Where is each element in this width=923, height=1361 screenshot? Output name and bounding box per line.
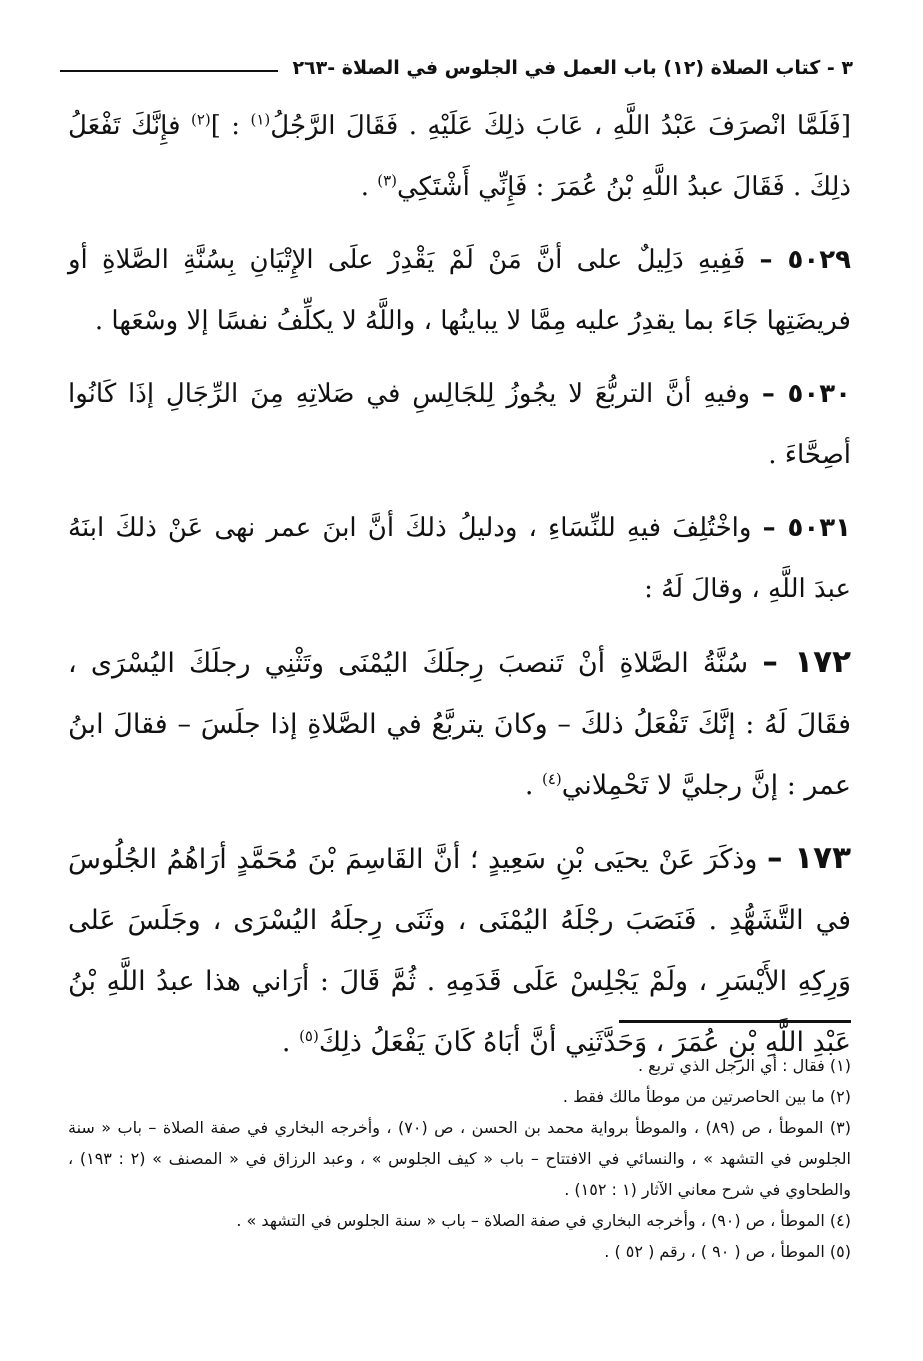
hadith-text-a: سُنَّةُ الصَّلاةِ أنْ تَنصبَ رِجلَكَ اليُمْنَى وتَثْنِي رجلَكَ اليُسْرَى ، فقَالَ لَهُ : إنَّكَ تَفْعَلُ ذلكَ – وكانَ يتربَّعُ في الصَّلاةِ إذا جلَسَ – فقالَ ابنُ عمر : إنَّ رجليَّ لا تَحْمِلاني bbox=[68, 648, 851, 801]
footnote-4: (٤) الموطأ ، ص (٩٠) ، وأخرجه البخاري في صفة الصلاة – باب « سنة الجلوس في التشهد » . bbox=[236, 1211, 851, 1230]
paragraph-number: ٥٠٣٠ – bbox=[761, 379, 851, 409]
header-rule bbox=[60, 70, 278, 72]
p1-text-c: فإِنَّكَ تَفْعَلُ ذلِكَ . فَقَالَ عبدُ اللَّهِ بْنُ عُمَرَ : فَإِنِّي أَشْتَكِي bbox=[68, 111, 851, 202]
p1-text-d: . bbox=[360, 172, 378, 202]
main-text bbox=[68, 96, 851, 1085]
paragraph-number: ٥٠٢٩ – bbox=[759, 245, 851, 275]
footnote-3: (٣) الموطأ ، ص (٨٩) ، والموطأ برواية محمد بن الحسن ، ص (٧٠) ، وأخرجه البخاري في صفة الصلاة – باب « سنة الجلوس في التشهد » ، والنسائي في الافتتاح – باب « كيف الجلوس » ، وعبد الرزاق في « المصنف » (٢ : ١٩٣) ، والطحاوي في شرح معاني الآثار (١ : ١٥٢) . bbox=[68, 1118, 851, 1199]
footnote-ref-1[interactable]: (١) bbox=[250, 110, 271, 129]
footnote-ref-2[interactable]: (٢) bbox=[190, 110, 211, 129]
hadith-172 bbox=[68, 632, 851, 816]
paragraph-5029 bbox=[68, 230, 851, 352]
p1-text-b: : ] bbox=[210, 111, 251, 141]
hadith-number: ١٧٢ – bbox=[762, 644, 851, 680]
hadith-text-a: وذكَرَ عَنْ يحيَى بْنِ سَعِيدٍ ؛ أنَّ القَاسِمَ بْنَ مُحَمَّدٍ أرَاهُمُ الجُلُوسَ في التَّشَهُّدِ . فَنَصَبَ رجْلَهُ اليُمْنَى ، وثَنَى رِجلَهُ اليُسْرَى ، وجَلَسَ عَلى وَرِكِهِ الأَيْسَرِ ، ولَمْ يَجْلِسْ عَلَى قَدَمِهِ . ثُمَّ قَالَ : أرَاني هذا عبدُ اللَّهِ بْنُ عَبْدِ اللَّهِ بْنِ عُمَرَ ، وَحَدَّثَنِي أنَّ أبَاهُ كَانَ يَفْعَلُ ذلِكَ bbox=[68, 844, 851, 1058]
running-header bbox=[60, 50, 853, 86]
paragraph-text: وفيهِ أنَّ التربُّعَ لا يجُوزُ لِلجَالِسِ في صَلاتِهِ مِنَ الرِّجَالِ إذَا كَانُوا أصِحَّاءَ . bbox=[68, 379, 851, 470]
paragraph-5031 bbox=[68, 498, 851, 620]
footnote-2: (٢) ما بين الحاصرتين من موطأ مالك فقط . bbox=[562, 1087, 851, 1106]
hadith-number: ١٧٣ – bbox=[766, 840, 851, 876]
footnotes bbox=[68, 1050, 851, 1267]
hadith-text-b: . bbox=[281, 1027, 300, 1058]
footnote-ref-4[interactable]: (٤) bbox=[542, 770, 562, 788]
hadith-173 bbox=[68, 828, 851, 1073]
p1-text-a: [فَلَمَّا انْصرَفَ عَبْدُ اللَّهِ ، عَابَ ذلِكَ عَلَيْهِ . فَقَالَ الرَّجُلُ bbox=[270, 111, 852, 141]
paragraph-text: واخْتُلِفَ فيهِ للنِّسَاءِ ، ودليلُ ذلكَ أنَّ ابنَ عمر نهى عَنْ ذلكَ ابنَهُ عبدَ اللَّهِ ، وقالَ لَهُ : bbox=[68, 513, 851, 604]
paragraph-number: ٥٠٣١ – bbox=[762, 513, 851, 543]
paragraph-1 bbox=[68, 96, 851, 218]
hadith-text-b: . bbox=[524, 770, 542, 801]
footnote-5: (٥) الموطأ ، ص ( ٩٠ ) ، رقم ( ٥٢ ) . bbox=[604, 1242, 851, 1261]
footnote-ref-5[interactable]: (٥) bbox=[299, 1027, 319, 1045]
paragraph-5030 bbox=[68, 364, 851, 486]
footnote-ref-3[interactable]: (٣) bbox=[377, 171, 398, 190]
paragraph-text: فَفِيهِ دَلِيلٌ على أنَّ مَنْ لَمْ يَقْدِرْ علَى الإِتْيَانِ بِسُنَّةِ الصَّلاةِ أو فريضَتِها جَاءَ بما يقدِرُ عليه مِمَّا لا يباينُها ، واللَّهُ لا يكلِّفُ نفسًا إلا وسْعَها . bbox=[68, 245, 851, 336]
header-title: ٣ - كتاب الصلاة (١٢) باب العمل في الجلوس في الصلاة -٢٦٣ bbox=[292, 57, 853, 79]
footnote-separator bbox=[619, 1020, 851, 1023]
footnote-1: (١) فقال : أي الرجل الذي تربع . bbox=[637, 1056, 851, 1075]
